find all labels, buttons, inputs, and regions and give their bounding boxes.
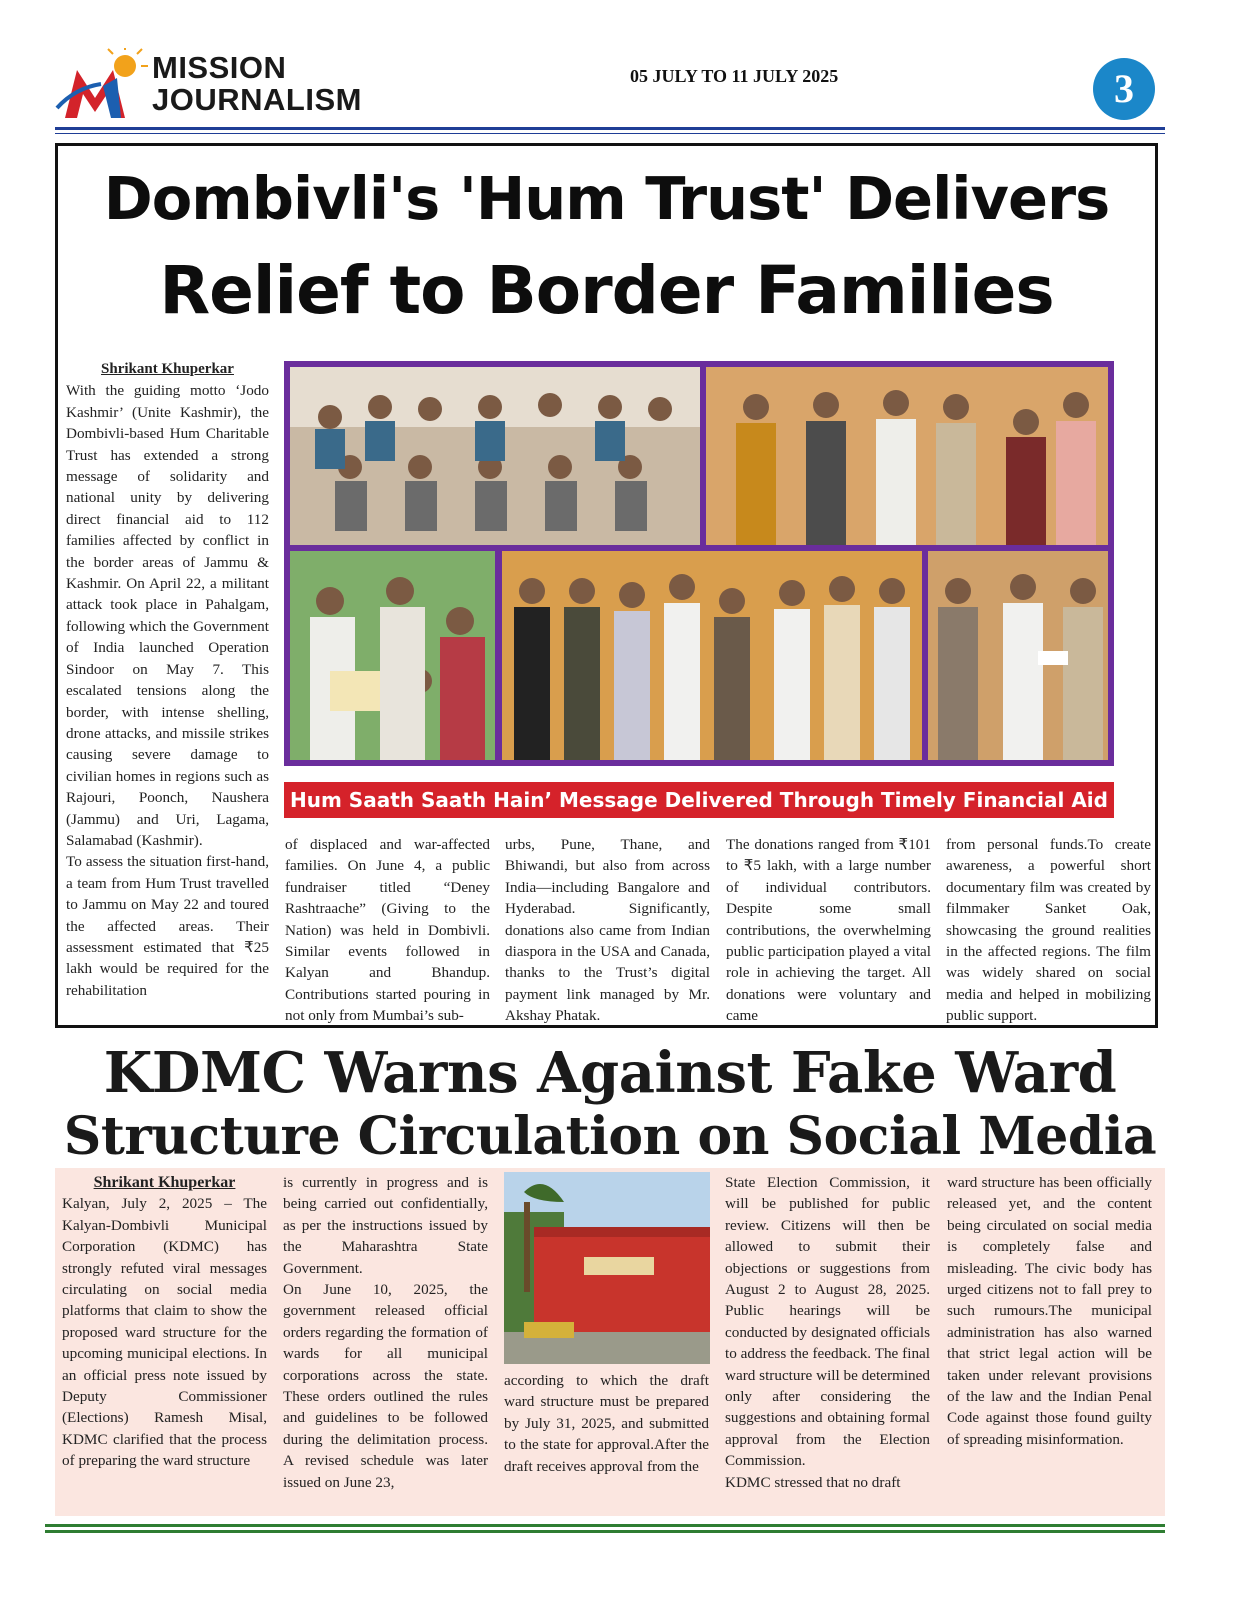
story2-headline-line2: Structure Circulation on Social Media [63,1106,1157,1167]
logo-line-2: JOURNALISM [152,82,362,117]
story1-headline-line1: Dombivli's 'Hum Trust' Delivers [103,164,1110,233]
logo-mark-icon [55,48,150,126]
story1-column-1 [66,359,269,1001]
story2-column-3: according to which the draft ward structure must be prepared by July 31, 2025, and submitted to the state for approval.After the draft receives approval from the [504,1372,709,1475]
story1-col1-text-b: To assess the situation first-hand, a team from Hum Trust travelled to Jammu on May 22 and toured the affected areas. Their assessment estimated that ₹25 lakh would be required for the rehabilitation [66,853,269,999]
story2-byline: Shrikant Khuperkar [93,1174,236,1191]
story1-box [55,143,1158,1028]
story2-column-5: ward structure has been officially released yet, and the content being circulated on social media is completely false and misleading. The civic body has urged citizens not to fall prey to such rumours.The municipal administration has also warned that strict legal action will be taken under relevant provisions of the law and the Indian Penal Code against those found guilty of spreading misinformation. [947,1174,1152,1448]
logo-text [152,52,362,116]
story2-col2-text-b: On June 10, 2025, the government released official orders regarding the formation of wards for all municipal corporations across the state. These orders outlined the rules and guidelines to be followed during the delimitation process. A revised schedule was later issued on June 23, [283,1281,488,1491]
story1-byline: Shrikant Khuperkar [101,361,234,377]
kdmc-building-photo [504,1172,710,1364]
story2-col2-text-a: is currently in progress and is being carried out confidentially, as per the instructions issued by the Maharashtra State Government. [283,1174,488,1277]
photo-caption-bar: Hum Saath Saath Hain’ Message Delivered Through Timely Financial Aid [284,782,1114,818]
story1-column-3: urbs, Pune, Thane, and Bhiwandi, but also from across India—including Bangalore and Hyderabad. Significantly, donations also came from Indian diaspora in the USA and Canada, thanks to the Trust’s digital payment link managed by Mr. Akshay Phatak. [505,836,710,1025]
story2-col4-text-b: KDMC stressed that no draft [725,1473,901,1491]
story2-column-2 [283,1172,488,1493]
story1-col1-text: With the guiding motto ‘Jodo Kashmir’ (Unite Kashmir), the Dombivli-based Hum Charitable Trust has extended a strong message of solidarity and national unity by delivering direct financial aid to 112 families affected by conflict in the border areas of Jammu & Kashmir. On April 22, a militant attack took place in Pahalgam, following which the Government of India launched Operation Sindoor on May 7. This escalated tensions along the border, with intense shelling, drone attacks, and missile strikes causing severe damage to civilian homes in regions such as Rajouri, Poonch, Naushera (Jammu) and Uri, Lagama, Salamabad (Kashmir). [66,382,269,849]
footer-rule-2 [45,1530,1165,1533]
photo-group-1 [290,367,700,545]
story2-col1-text: Kalyan, July 2, 2025 – The Kalyan-Dombivli Municipal Corporation (KDMC) has strongly refuted viral messages circulating on social media platforms that claim to show the proposed ward structure for the upcoming municipal elections. In an official press note issued by Deputy Commissioner (Elections) Ramesh Misal, KDMC clarified that the process of preparing the ward structure [62,1195,267,1470]
page-number-badge: 3 [1093,58,1155,120]
story2-headline-line1: KDMC Warns Against Fake Ward [103,1040,1117,1106]
masthead-logo [55,48,375,126]
photo-handover [928,551,1108,760]
story2-col4-text: State Election Commission, it will be published for public review. Citizens will then be allowed to submit their objections or suggestions from August 2 to August 28, 2025. Public hearings will be conducted by designated officials to address the feedback. The final ward structure will be determined only after considering the suggestions and obtaining formal approval from the Election Commission. [725,1174,930,1470]
story2-column-1 [62,1172,267,1472]
story1-column-2: of displaced and war-affected families. On June 4, a public fundraiser titled “Deney Rashtraache” (Giving to the Nation) was held in Dombivli. Similar events followed in Kalyan and Bhandup. Contributions started pouring in not only from Mumbai’s sub- [285,836,490,1025]
story2-column-4 [725,1172,930,1493]
story1-column-5: from personal funds.To create awareness, a powerful short documentary film was created by filmmaker Sanket Oak, showcasing the ground realities in the affected regions. The film was widely shared on social media and helped in mobilizing public support. [946,836,1151,1025]
photo-family [290,551,495,760]
footer-rule [45,1524,1165,1527]
logo-line-1: MISSION [152,50,287,85]
story1-column-4: The donations ranged from ₹101 to ₹5 lakh, with a large number of individual contributors. Despite some small contributions, the overwhelming public participation played a vital role in achieving the target. All donations were voluntary and came [726,836,931,1025]
issue-date: 05 JULY TO 11 JULY 2025 [630,66,839,86]
header-rule [55,127,1165,130]
header-rule-thin [55,133,1165,134]
photo-group-2 [706,367,1108,545]
photo-group-3 [502,551,922,760]
story1-photo-collage [284,361,1114,766]
story1-headline-line2: Relief to Border Families [159,252,1054,329]
